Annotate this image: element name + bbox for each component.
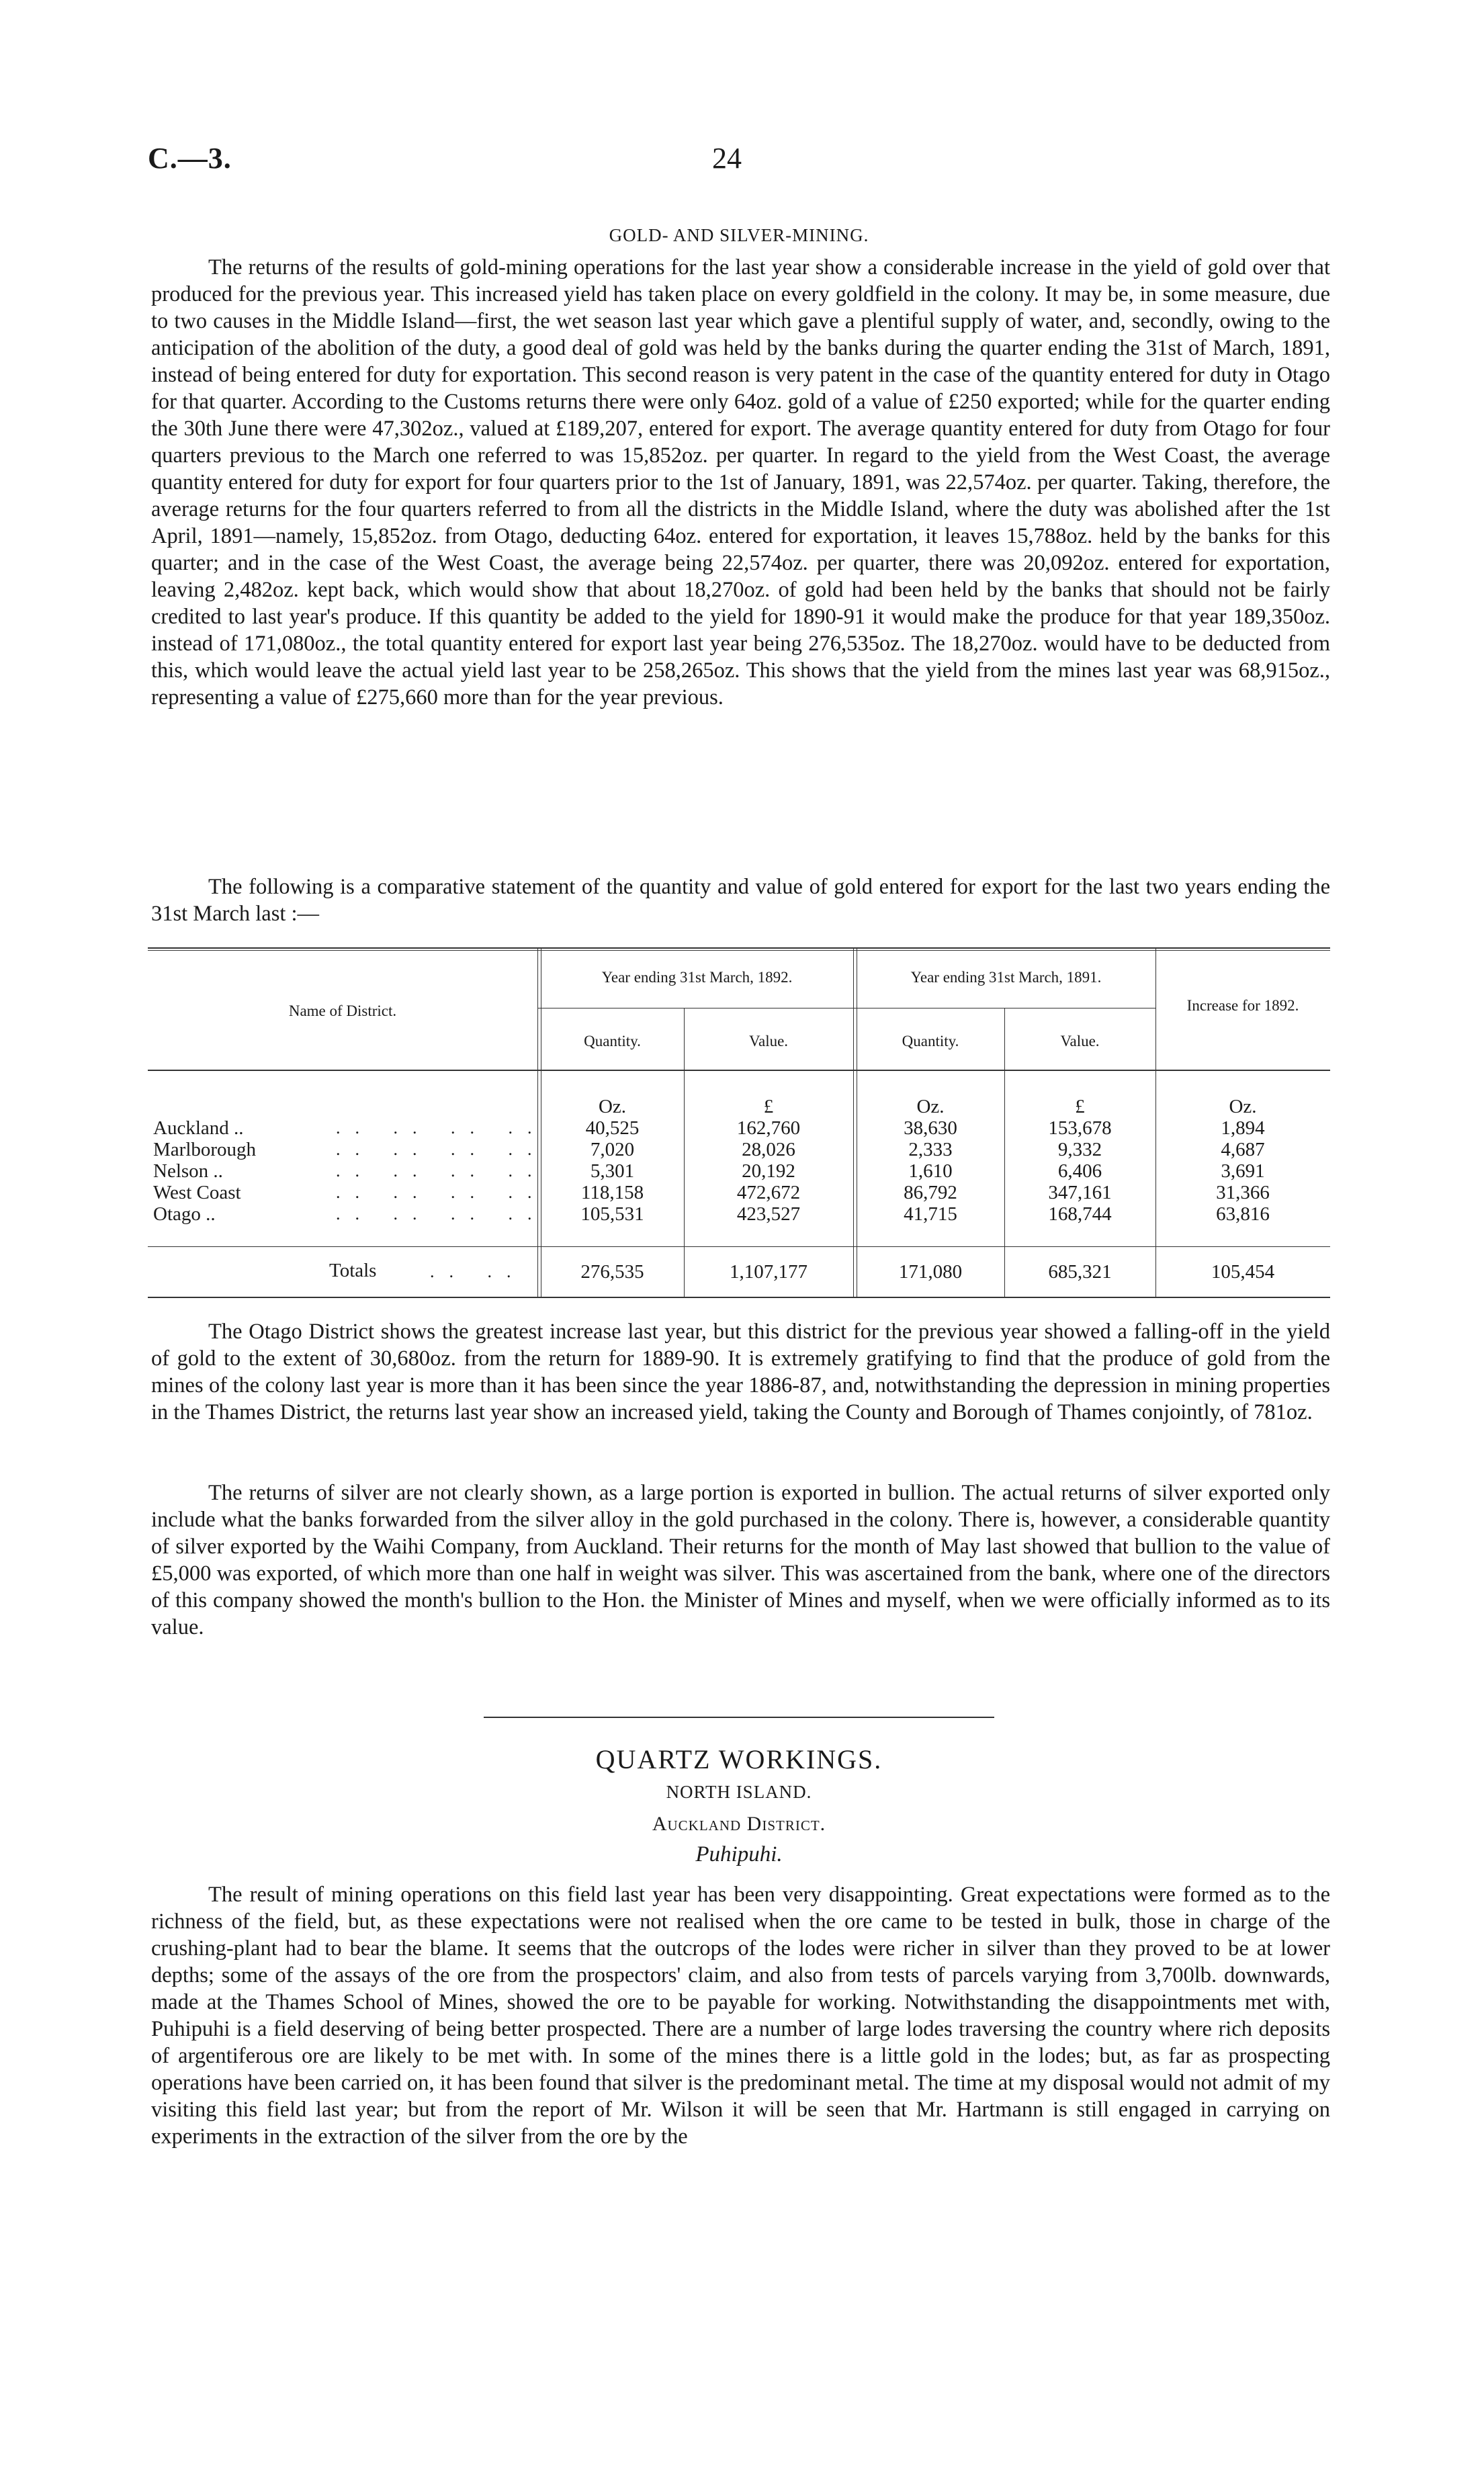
increase: 31,366 — [1216, 1182, 1270, 1203]
increase: 63,816 — [1216, 1203, 1270, 1225]
total-quantity-1892: 276,535 — [580, 1261, 644, 1283]
value-1891: 6,406 — [1057, 1160, 1102, 1182]
district-name: Otago .. — [153, 1203, 216, 1225]
increase: 1,894 — [1221, 1117, 1265, 1139]
section-title-quartz: QUARTZ WORKINGS. — [595, 1744, 883, 1774]
paragraph-puhipuhi: The result of mining operations on this field last year has been very disappointing. Great expectations were formed as to the richness of the field, but, as these expectations were not realised when the ore came to be tested in bulk, those in charge of the crushing-plant had to bear the blame. It seems that the outcrops of the lodes were richer in silver than they proved to be at lower depths; some of the assays of the ore from the prospectors' claim, and also from tests of parcels varying from 3,700lb. downwards, made at the Thames School of Mines, showed the ore to be payable for working. Notwithstanding the disappointments met with, Puhipuhi is a field deserving of being better prospected. There are a number of large lodes traversing the country where rich deposits of argentiferous ore are likely to be met with. In some of the mines there is a little gold in the lodes; but, as far as prospecting operations have been carried on, it has been found that silver is the predominant metal. The time at my disposal would not admit of my visiting this field last year; but from the report of Mr. Wilson it will be seen that Mr. Hartmann is still engaged in carrying on experiments in the extraction of the silver from the ore by the — [151, 1883, 1330, 2149]
value-1891: 347,161 — [1048, 1182, 1112, 1203]
header-quantity-1891: Quantity. — [902, 1033, 959, 1049]
quantity-1892: 40,525 — [585, 1117, 640, 1139]
total-quantity-1891: 171,080 — [898, 1261, 963, 1283]
quantity-1892: 5,301 — [590, 1160, 635, 1182]
section-title-gold-silver: GOLD- AND SILVER-MINING. — [609, 225, 869, 245]
header-district: Name of District. — [288, 1002, 397, 1019]
header-increase: Increase for 1892. — [1186, 997, 1299, 1014]
subtitle-puhipuhi: Puhipuhi. — [695, 1842, 783, 1866]
quantity-1892: 105,531 — [580, 1203, 644, 1225]
quantity-1891: 41,715 — [904, 1203, 957, 1225]
header-quantity-1892: Quantity. — [584, 1033, 641, 1049]
value-1892: 28,026 — [742, 1139, 795, 1160]
value-1892: 472,672 — [736, 1182, 801, 1203]
subtitle-auckland-district: Auckland District. — [652, 1813, 826, 1835]
header-year-1891: Year ending 31st March, 1891. — [910, 969, 1102, 986]
page-header — [148, 141, 1330, 181]
header-value-1892: Value. — [748, 1033, 789, 1049]
quantity-1892: 118,158 — [580, 1182, 644, 1203]
district-name: West Coast — [153, 1182, 241, 1203]
value-1891: 168,744 — [1048, 1203, 1112, 1225]
unit-quantity-1891: Oz. — [916, 1096, 945, 1117]
district-name: Nelson .. — [153, 1160, 223, 1182]
value-1892: 162,760 — [736, 1117, 801, 1139]
paragraph-gold-returns: The returns of the results of gold-mining operations for the last year show a considerable increase in the yield of gold over that produced for the previous year. This increased yield has taken place on every goldfield in the colony. It may be, in some measure, due to two causes in the Middle Island—first, the wet season last year which gave a plentiful supply of water, and, secondly, owing to the anticipation of the abolition of the duty, a good deal of gold was held by the banks during the quarter ending the 31st of March, 1891, instead of being entered for duty for exportation. This second reason is very patent in the case of the quantity entered for duty in Otago for that quarter. According to the Customs returns there were only 64oz. gold of a value of £250 exported; while for the quarter ending the 30th June there were 47,302oz., valued at £189,207, entered for export. The average quantity entered for duty from Otago for four quarters previous to the March one referred to was 15,852oz. per quarter. In regard to the yield from the West Coast, the average quantity entered for duty for export for four quarters prior to the 1st of January, 1891, was 22,574oz. per quarter. Taking, therefore, the average returns for the four quarters referred to from all the districts in the Middle Island, where the duty was abolished after the 1st April, 1891—namely, 15,852oz. from Otago, deducting 64oz. entered for exportation, it leaves 15,788oz. held by the banks for this quarter; and in the case of the West Coast, the average being 22,574oz. per quarter, there was 20,092oz. entered for exportation, leaving 2,482oz. kept back, which would show that about 18,270oz. of gold had been held by the banks that should not be fairly credited to last year's produce. If this quantity be added to the yield for 1890-91 it would make the produce for that year 189,350oz. instead of 171,080oz., the total quantity entered for export last year being 276,535oz. The 18,270oz. would have to be deducted from this, which would leave the actual yield last year to be 258,265oz. This shows that the yield from the mines last year was 68,915oz., representing a value of £275,660 more than for the year previous. — [151, 255, 1330, 710]
quantity-1891: 38,630 — [904, 1117, 957, 1139]
document-code: C.—3. — [148, 142, 232, 175]
paragraph-silver-returns: The returns of silver are not clearly shown, as a large portion is exported in bullion. The actual returns of silver exported only include what the banks forwarded from the silver alloy in the gold purchased in the colony. There is, however, a considerable quantity of silver exported by the Waihi Company, from Auckland. Their returns for the month of May last showed that bullion to the value of £5,000 was exported, of which more than one half in weight was silver. This was ascertained from the bank, where one of the directors of this company showed the month's bullion to the Hon. the Minister of Mines and myself, when we were officially informed as to its value. — [151, 1481, 1330, 1639]
gold-export-table: Name of District. Year ending 31st March, 1892. Year ending 31st March, 1891. Increase for 1892. Quantity. Value. Quantity. Value. Oz. £ Oz. £ Oz. Auckland .. .. .. .. .. 40,525 162,760 38,630 153,678 1,894 Marlborough .. .. .. .. 7,020 28,026 2,333 9,332 4,687 Nelson .. .. .. .. .. 5,301 20,192 1,610 6,406 3,691 West Coast .. .. .. .. 118,158 472,672 86,792 347,161 31,366 Otago .. .. .. .. .. 105,531 423,527 41,715 168,744 63,816 Totals .. .. 276,535 1,107,177 171,080 685,321 105,454 — [148, 947, 1330, 1303]
value-1891: 153,678 — [1048, 1117, 1112, 1139]
district-name: Marlborough — [153, 1139, 257, 1160]
unit-increase: Oz. — [1229, 1096, 1257, 1117]
value-1892: 20,192 — [742, 1160, 795, 1182]
quantity-1891: 1,610 — [908, 1160, 953, 1182]
header-year-1892: Year ending 31st March, 1892. — [601, 969, 793, 986]
value-1892: 423,527 — [736, 1203, 801, 1225]
increase: 3,691 — [1221, 1160, 1265, 1182]
total-increase: 105,454 — [1211, 1261, 1275, 1283]
total-value-1892: 1,107,177 — [730, 1261, 808, 1283]
value-1891: 9,332 — [1057, 1139, 1102, 1160]
quantity-1892: 7,020 — [590, 1139, 635, 1160]
paragraph-comparative-intro: The following is a comparative statement of the quantity and value of gold entered for export for the last two years ending the 31st March last :— — [151, 875, 1330, 926]
total-value-1891: 685,321 — [1048, 1261, 1112, 1283]
paragraph-otago-increase: The Otago District shows the greatest increase last year, but this district for the previous year showed a falling-off in the yield of gold to the extent of 30,680oz. from the return for 1889-90. It is extremely gratifying to find that the produce of gold from the mines of the colony last year is more than it has been since the year 1886-87, and, notwithstanding the depression in mining properties in the Thames District, the returns last year show an increased yield, taking the County and Borough of Thames conjointly, of 781oz. — [151, 1320, 1330, 1424]
unit-value-1891: £ — [1075, 1096, 1085, 1117]
increase: 4,687 — [1221, 1139, 1265, 1160]
quantity-1891: 86,792 — [904, 1182, 957, 1203]
unit-value-1892: £ — [763, 1096, 774, 1117]
subtitle-north-island: NORTH ISLAND. — [666, 1782, 812, 1802]
district-name: Auckland .. — [153, 1117, 244, 1139]
section-divider — [484, 1717, 994, 1718]
quantity-1891: 2,333 — [908, 1139, 953, 1160]
page-number: 24 — [712, 142, 742, 175]
totals-label: Totals — [329, 1260, 377, 1281]
unit-quantity-1892: Oz. — [598, 1096, 627, 1117]
header-value-1891: Value. — [1060, 1033, 1100, 1049]
